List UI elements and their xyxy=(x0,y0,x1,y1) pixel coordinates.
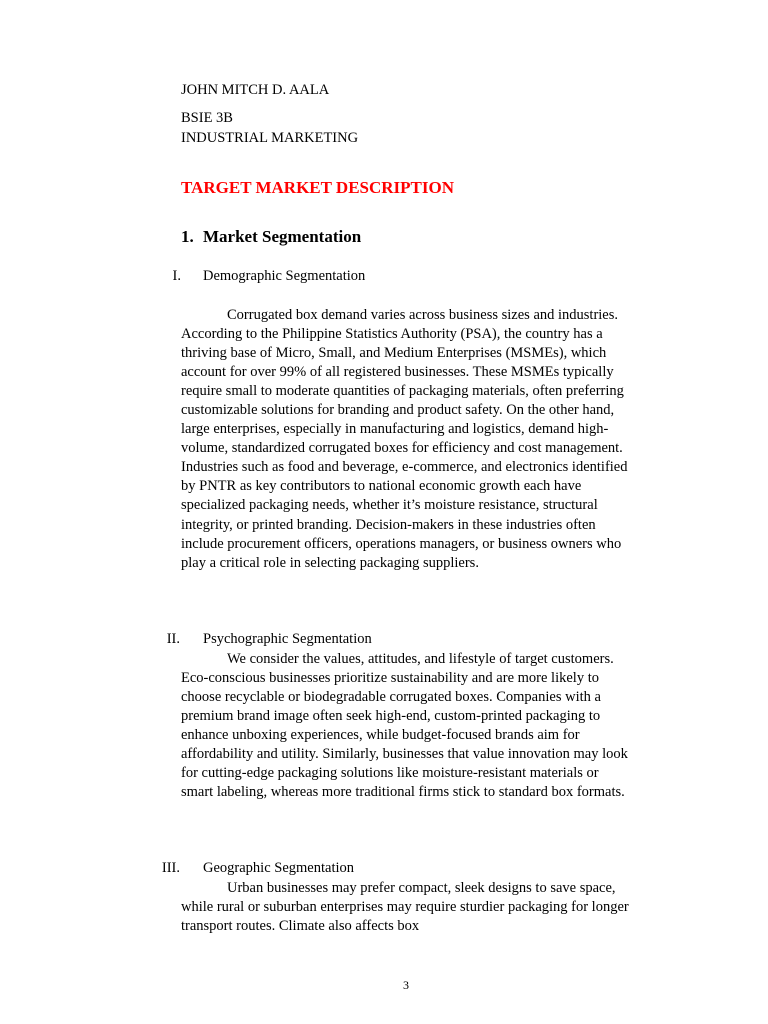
page-number: 3 xyxy=(403,978,409,992)
author-name: JOHN MITCH D. AALA xyxy=(181,82,330,98)
subsection-numeral: II. xyxy=(166,631,180,647)
paragraph-psychographic: We consider the values, attitudes, and lifestyle of target customers. Eco-conscious businesses prioritize sustainability and are more likely to choose recyclable or biodegradable corrugated boxes. Companies with a premium brand image often seek high-end, custom-printed packaging to enhance unboxing experiences, while budget-focused brands aim for affordability and utility. Similarly, businesses that value innovation may look for cutting-edge packaging solutions like moisture-resistant materials or smart labeling, whereas more traditional firms stick to standard box formats. xyxy=(181,651,628,801)
subsection-heading-demographic xyxy=(172,267,366,286)
section-number: 1. xyxy=(181,227,194,246)
subsection-heading-geographic xyxy=(161,859,354,878)
subsection-heading-psychographic xyxy=(166,630,372,649)
paragraph-demographic: Corrugated box demand varies across business sizes and industries. According to the Philippine Statistics Authority (PSA), the country has a thriving base of Micro, Small, and Medium Enterprises (MSMEs), which account for over 99% of all registered businesses. These MSMEs typically require small to moderate quantities of packaging materials, often preferring customizable solutions for branding and product safety. On the other hand, large enterprises, especially in manufacturing and logistics, demand high-volume, standardized corrugated boxes for efficiency and cost management. Industries such as food and beverage, e-commerce, and electronics identified by PNTR as key contributors to national economic growth each have specialized packaging needs, whether it’s moisture resistance, structural integrity, or printed branding. Decision-makers in these industries often include procurement officers, operations managers, or business owners who play a critical role in selecting packaging suppliers. xyxy=(181,307,628,571)
course-name: INDUSTRIAL MARKETING xyxy=(181,130,359,146)
document-title: TARGET MARKET DESCRIPTION xyxy=(181,178,454,197)
subsection-label: Psychographic Segmentation xyxy=(203,631,372,647)
section-heading-label: Market Segmentation xyxy=(203,227,362,246)
class-section: BSIE 3B xyxy=(181,110,233,126)
subsection-label: Demographic Segmentation xyxy=(203,268,366,284)
subsection-numeral: I. xyxy=(172,268,181,284)
subsection-label: Geographic Segmentation xyxy=(203,860,354,876)
section-heading xyxy=(181,227,361,247)
subsection-numeral: III. xyxy=(161,860,180,876)
paragraph-geographic: Urban businesses may prefer compact, sleek designs to save space, while rural or suburban enterprises may require sturdier packaging for longer transport routes. Climate also affects box xyxy=(181,880,629,935)
